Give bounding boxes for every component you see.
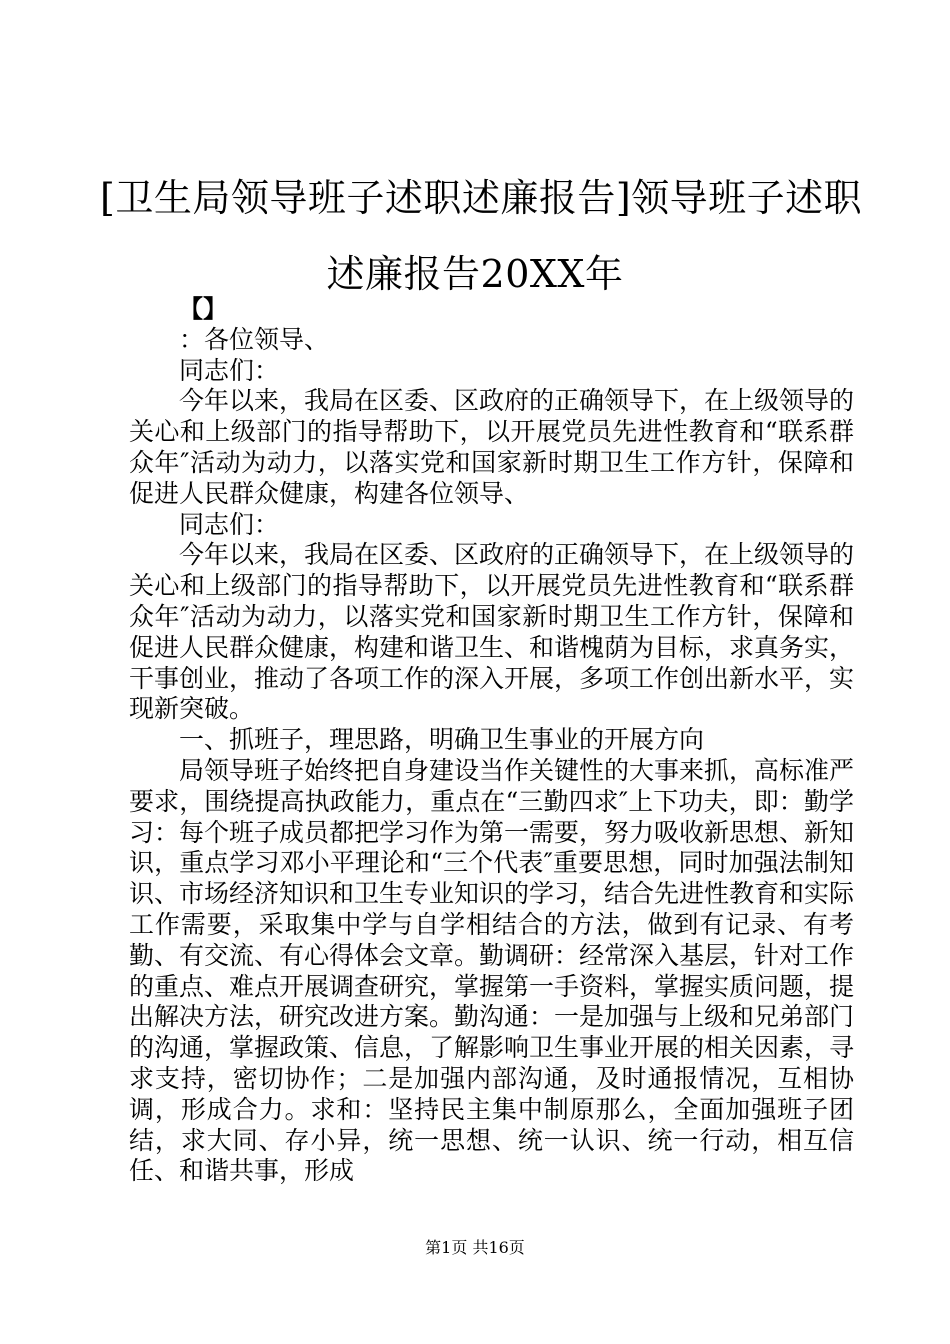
title-line-2: 述廉报告20XX年 xyxy=(326,252,624,296)
document-body xyxy=(129,294,854,1187)
body-paragraph: 今年以来，我局在区委、区政府的正确领导下，在上级领导的关心和上级部门的指导帮助下，以开展党员先进性教育和“联系群众年″活动为动力，以落实党和国家新时期卫生工作方针，保障和促进人民群众健康，构建和谐卫生、和谐槐荫为目标，求真务实，干事创业，推动了各项工作的深入开展，多项工作创出新水平，实现新突破。 xyxy=(129,540,855,724)
salutation: ：各位领导、 xyxy=(179,324,330,354)
page-footer: 第1页 共16页 xyxy=(425,1238,525,1257)
section-heading: 一、抓班子，理思路，明确卫生事业的开展方向 xyxy=(179,725,705,755)
document-title xyxy=(100,160,863,312)
body-paragraph: 今年以来，我局在区委、区政府的正确领导下，在上级领导的关心和上级部门的指导帮助下，以开展党员先进性教育和“联系群众年″活动为动力，以落实党和国家新时期卫生工作方针，保障和促进人民群众健康，构建各位领导、 xyxy=(129,386,855,508)
title-line-1: [卫生局领导班子述职述廉报告]领导班子述职 xyxy=(100,176,863,220)
salutation-comrades: 同志们： xyxy=(179,355,280,385)
body-paragraph: 局领导班子始终把自身建设当作关键性的大事来抓，高标准严要求，围绕提高执政能力，重点在“三勤四求″上下功夫，即：勤学习：每个班子成员都把学习作为第一需要，努力吸收新思想、新知识，重点学习邓小平理论和“三个代表″重要思想，同时加强法制知识、市场经济知识和卫生专业知识的学习，结合先进性教育和实际工作需要，采取集中学与自学相结合的方法，做到有记录、有考勤、有交流、有心得体会文章。勤调研：经常深入基层，针对工作的重点、难点开展调查研究，掌握第一手资料，掌握实质问题，提出解决方法，研究改进方案。勤沟通：一是加强与上级和兄弟部门的沟通，掌握政策、信息，了解影响卫生事业开展的相关因素，寻求支持，密切协作；二是加强内部沟通，及时通报情况，互相协调，形成合力。求和：坚持民主集中制原那么，全面加强班子团结，求大同、存小异，统一思想、统一认识、统一行动，相互信任、和谐共事，形成 xyxy=(129,755,855,1186)
bracket-heading: 【】 xyxy=(179,295,227,323)
salutation-comrades: 同志们： xyxy=(179,509,280,539)
